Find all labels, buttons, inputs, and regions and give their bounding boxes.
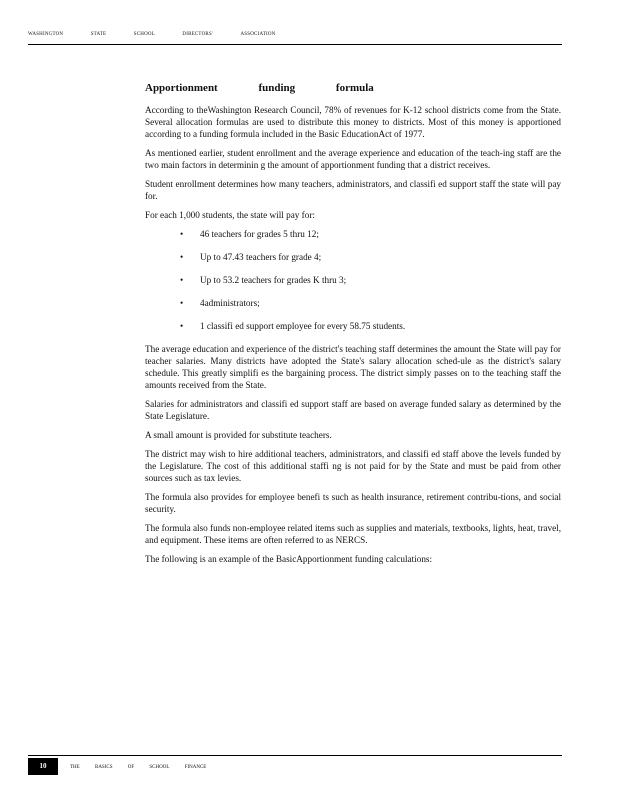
list-item-text: 4administrators;: [200, 298, 260, 308]
footer-word: FINANCE: [184, 765, 207, 770]
paragraph: A small amount is provided for substitute teachers.: [145, 430, 332, 440]
header-divider: [28, 44, 562, 45]
footer-word: SCHOOL: [149, 765, 170, 770]
list-item-text: 46 teachers for grades 5 thru 12;: [200, 229, 319, 239]
footer-word: OF: [127, 765, 135, 770]
list-item: [182, 274, 561, 286]
list-item-text: 1 classifi ed support employee for every 58.75 students.: [200, 321, 406, 331]
running-header: [28, 32, 562, 37]
header-word: SCHOOL: [133, 32, 155, 37]
paragraph: Salaries for administrators and classifi ed support staff are based on average funded salary as determined by the State Legislature.: [145, 399, 561, 421]
header-word: STATE: [90, 32, 107, 37]
footer-word: BASICS: [94, 765, 113, 770]
running-footer: [70, 765, 220, 770]
list-item: [182, 297, 561, 309]
paragraph: Student enrollment determines how many teachers, administrators, and classifi ed support staff the state will pay for.: [145, 179, 561, 201]
list-item: [182, 320, 561, 332]
header-word: ASSOCIATION: [240, 32, 276, 37]
list-item: [182, 228, 561, 240]
header-word: WASHINGTON: [28, 32, 64, 37]
article-body: [145, 82, 561, 572]
list-item-text: Up to 53.2 teachers for grades K thru 3;: [200, 275, 347, 285]
paragraph: The following is an example of the BasicApportionment funding calculations:: [145, 554, 433, 564]
paragraph: The formula also funds non-employee related items such as supplies and materials, textbooks, lights, heat, travel, and equipment. These items are often referred to as NERCS.: [145, 523, 561, 545]
paragraph: For each 1,000 students, the state will pay for:: [145, 210, 315, 220]
bullet-icon: •: [180, 321, 184, 331]
section-title: Apportionment funding formula: [145, 82, 374, 94]
page-number: 10: [28, 758, 58, 775]
footer-divider: [28, 755, 562, 756]
paragraph: The average education and experience of the district's teaching staff determines the amount the State will pay for teacher salaries. Many districts have adopted the State's salary allocation sched-ule as the district's salary schedule. This greatly simplifi es the bargaining process. The district simply passes on to the teaching staff the amounts received from the State.: [145, 344, 561, 390]
paragraph: As mentioned earlier, student enrollment and the average experience and education of the teach-ing staff are the two main factors in determinin g the amount of apportionment funding that a district receives.: [145, 148, 561, 170]
bullet-icon: •: [180, 298, 184, 308]
staffing-list: [145, 228, 561, 332]
paragraph: According to theWashington Research Council, 78% of revenues for K-12 school districts come from the State. Several allocation formulas are used to distribute this money to districts. Most of this money is apportioned according to a funding formula included in the Basic EducationAct of 1977.: [145, 105, 561, 139]
list-item: [182, 251, 561, 263]
bullet-icon: •: [180, 275, 184, 285]
paragraph: The formula also provides for employee benefi ts such as health insurance, retirement contribu-tions, and social security.: [145, 492, 561, 514]
bullet-icon: •: [180, 252, 184, 262]
bullet-icon: •: [180, 229, 184, 239]
header-word: DIRECTORS': [182, 32, 214, 37]
footer-word: THE: [70, 765, 80, 770]
paragraph: The district may wish to hire additional teachers, administrators, and classifi ed staff above the levels funded by the Legislature. The cost of this additional staffi ng is not paid for by the State and must be paid from other sources such as tax levies.: [145, 449, 561, 483]
list-item-text: Up to 47.43 teachers for grade 4;: [200, 252, 322, 262]
